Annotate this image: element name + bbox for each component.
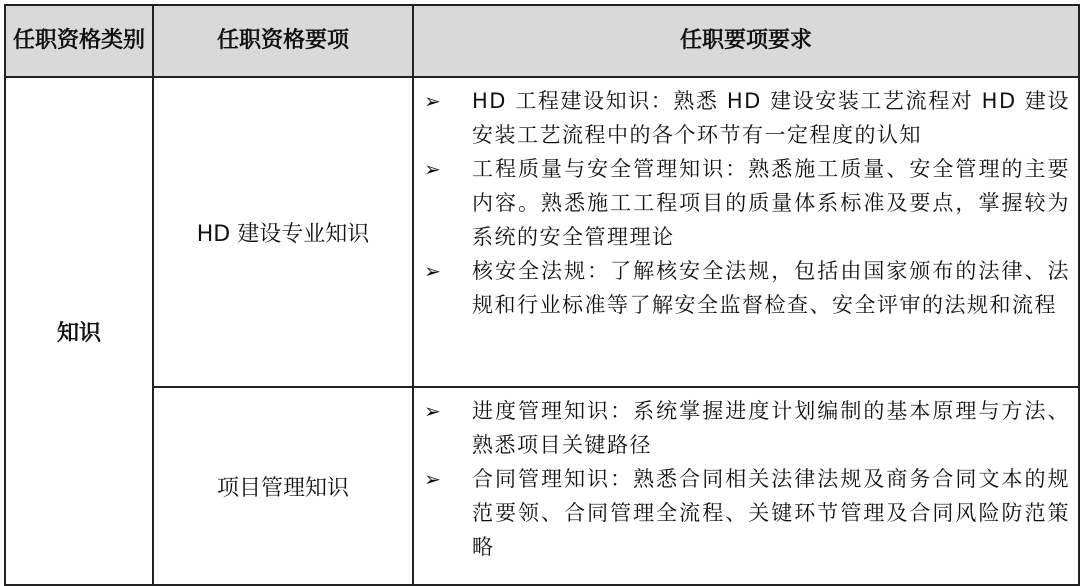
table-row [5, 387, 1079, 585]
item-cell: 项目管理知识 [153, 387, 413, 585]
requirement-text: HD 工程建设知识：熟悉 HD 建设安装工艺流程对 HD 建设安装工艺流程中的各个环节有一定程度的认知 [472, 89, 1070, 147]
arrowhead-bullet-icon: ➢ [424, 89, 443, 113]
list-item [424, 462, 1070, 564]
requirement-list [424, 84, 1070, 322]
requirement-text: 进度管理知识：系统掌握进度计划编制的基本原理与方法、熟悉项目关键路径 [472, 399, 1070, 457]
requirement-text: 合同管理知识：熟悉合同相关法律法规及商务合同文本的规范要领、合同管理全流程、关键环节管理及合同风险防范策略 [472, 467, 1070, 559]
arrowhead-bullet-icon: ➢ [424, 157, 443, 181]
requirement-list [424, 394, 1070, 564]
list-item [424, 254, 1070, 322]
list-item [424, 84, 1070, 152]
requirement-cell [413, 387, 1079, 585]
requirement-text: 核安全法规：了解核安全法规，包括由国家颁布的法律、法规和行业标准等了解安全监督检查、安全评审的法规和流程 [472, 259, 1070, 317]
requirement-text: 工程质量与安全管理知识：熟悉施工质量、安全管理的主要内容。熟悉施工工程项目的质量体系标准及要点，掌握较为系统的安全管理理论 [472, 157, 1070, 249]
category-cell: 知识 [5, 77, 153, 585]
header-row [5, 5, 1079, 77]
arrowhead-bullet-icon: ➢ [424, 467, 443, 491]
arrowhead-bullet-icon: ➢ [424, 399, 443, 423]
header-item: 任职资格要项 [153, 5, 413, 77]
arrowhead-bullet-icon: ➢ [424, 259, 443, 283]
requirement-cell [413, 77, 1079, 387]
list-item [424, 394, 1070, 462]
item-cell: HD 建设专业知识 [153, 77, 413, 387]
header-category: 任职资格类别 [5, 5, 153, 77]
list-item [424, 152, 1070, 254]
header-requirement: 任职要项要求 [413, 5, 1079, 77]
table-row [5, 77, 1079, 387]
qualification-table [4, 4, 1080, 586]
